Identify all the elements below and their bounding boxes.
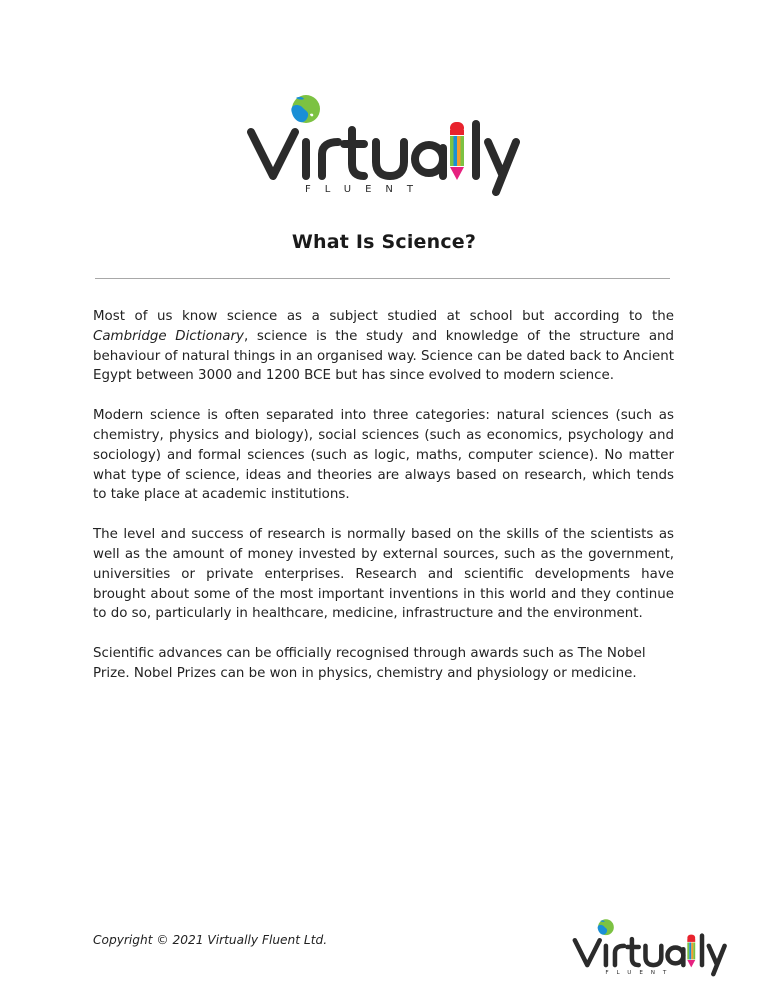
cambridge-dictionary-reference: Cambridge Dictionary bbox=[93, 328, 244, 344]
virtually-fluent-logo bbox=[246, 92, 522, 196]
pencil-icon bbox=[450, 122, 464, 180]
paragraph-1 bbox=[93, 307, 674, 386]
footer-logo-subtext: FLUENT bbox=[605, 970, 675, 977]
paragraph-4: Scientific advances can be officially recognised through awards such as The Nobel Prize. Nobel Prizes can be won in physics, chemistry and physiology or medicine. bbox=[93, 646, 646, 681]
logo-subtext: FLUENT bbox=[304, 184, 428, 195]
pencil-icon bbox=[687, 935, 695, 968]
page-title: What Is Science? bbox=[291, 231, 477, 253]
title-divider bbox=[95, 278, 670, 279]
paragraph-3: The level and success of research is normally based on the skills of the scientists as well as the amount of money invested by external sources, such as the government, universities or private enterprises. Research and scientific developments have brought about some of the most important inventions in this world and they continue to do so, particularly in healthcare, medicine, infrastructure and the environment. bbox=[93, 527, 674, 622]
globe-icon bbox=[598, 919, 614, 935]
copyright-notice: Copyright © 2021 Virtually Fluent Ltd. bbox=[93, 933, 328, 947]
footer-logo bbox=[572, 917, 728, 977]
paragraph-1-text-end: , science is the study and knowledge of the structure and behaviour of natural things in an organised way. Science can be dated back to Ancient Egypt between 3000 and 1200 BCE but has since evolved to modern science. bbox=[93, 328, 675, 384]
paragraph-2: Modern science is often separated into three categories: natural sciences (such as chemistry, physics and biology), social sciences (such as economics, psychology and sociology) and formal sciences (such as logic, maths, computer science). No matter what type of science, ideas and theories are always based on research, which tends to take place at academic institutions. bbox=[93, 408, 674, 503]
footer-logo-graphic bbox=[572, 917, 728, 977]
paragraph-1-text-start: Most of us know science as a subject studied at school but according to the bbox=[93, 309, 674, 324]
globe-icon bbox=[291, 95, 320, 123]
document-body bbox=[93, 307, 674, 704]
logo-graphic bbox=[246, 92, 522, 196]
